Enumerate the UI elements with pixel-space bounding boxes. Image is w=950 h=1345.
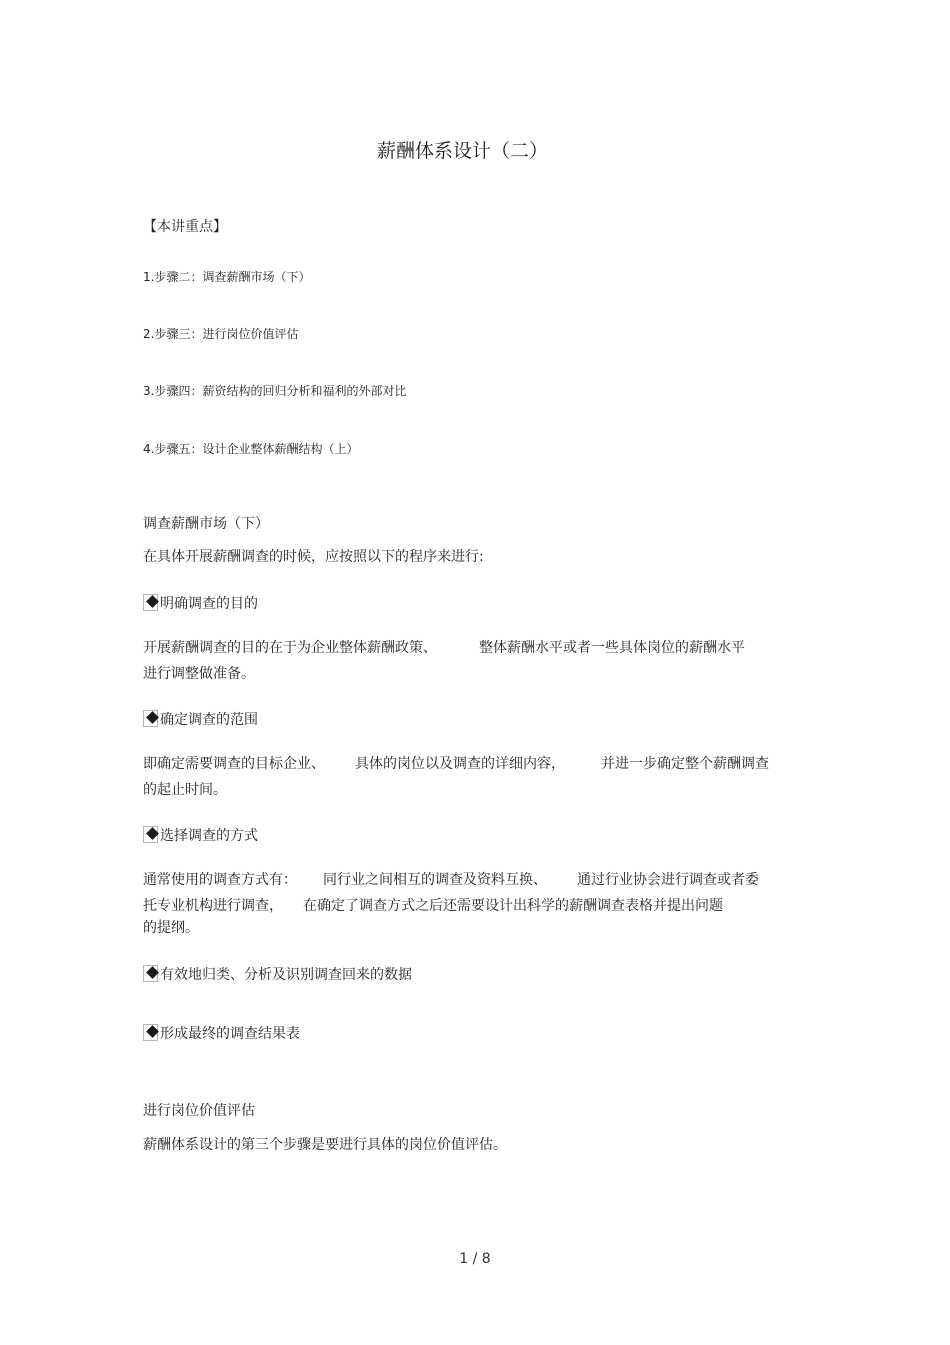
paragraph-line: 的起止时间。 (143, 782, 227, 798)
bullet-label: 有效地归类、分析及识别调查回来的数据 (160, 967, 412, 983)
paragraph-line: 进行调整做准备。 (143, 666, 255, 682)
key-point-item: 1.步骤二：调查薪酬市场（下） (143, 270, 311, 284)
bullet-item (143, 825, 258, 845)
paragraph-line: 托专业机构进行调查， 在确定了调查方式之后还需要设计出科学的薪酬调查表格并提出问题 (143, 898, 723, 914)
paragraph-line: 即确定需要调查的目标企业、 具体的岗位以及调查的详细内容， 并进一步确定整个薪酬调查 (143, 756, 769, 772)
bullet-label: 确定调查的范围 (160, 712, 258, 728)
bullet-label: 选择调查的方式 (160, 828, 258, 844)
page-title: 薪酬体系设计（二） (376, 140, 548, 162)
paragraph-line: 薪酬体系设计的第三个步骤是要进行具体的岗位价值评估。 (143, 1137, 507, 1153)
section-intro: 在具体开展薪酬调查的时候，应按照以下的程序来进行: (143, 549, 484, 565)
key-point-item: 3.步骤四：薪资结构的回归分析和福利的外部对比 (143, 384, 407, 398)
paragraph-line: 通常使用的调查方式有： 同行业之间相互的调查及资料互换、 通过行业协会进行调查或者委 (143, 872, 759, 888)
paragraph-line: 开展薪酬调查的目的在于为企业整体薪酬政策、 整体薪酬水平或者一些具体岗位的薪酬水平 (143, 640, 745, 656)
section-heading: 调查薪酬市场（下） (143, 516, 269, 532)
diamond-bullet-icon (143, 710, 159, 728)
bullet-item (143, 1023, 300, 1043)
key-points-heading: 【本讲重点】 (143, 219, 227, 235)
bullet-item (143, 593, 258, 613)
diamond-bullet-icon (143, 1024, 159, 1042)
bullet-label: 形成最终的调查结果表 (160, 1026, 300, 1042)
key-point-item: 2.步骤三：进行岗位价值评估 (143, 327, 299, 341)
page-number: 1 / 8 (459, 1251, 491, 1267)
paragraph-line: 的提纲。 (143, 920, 199, 936)
bullet-item (143, 964, 412, 984)
diamond-bullet-icon (143, 826, 159, 844)
key-point-item: 4.步骤五：设计企业整体薪酬结构（上） (143, 442, 359, 456)
bullet-label: 明确调查的目的 (160, 596, 258, 612)
bullet-item (143, 709, 258, 729)
diamond-bullet-icon (143, 965, 159, 983)
diamond-bullet-icon (143, 594, 159, 612)
section-heading: 进行岗位价值评估 (143, 1103, 255, 1119)
